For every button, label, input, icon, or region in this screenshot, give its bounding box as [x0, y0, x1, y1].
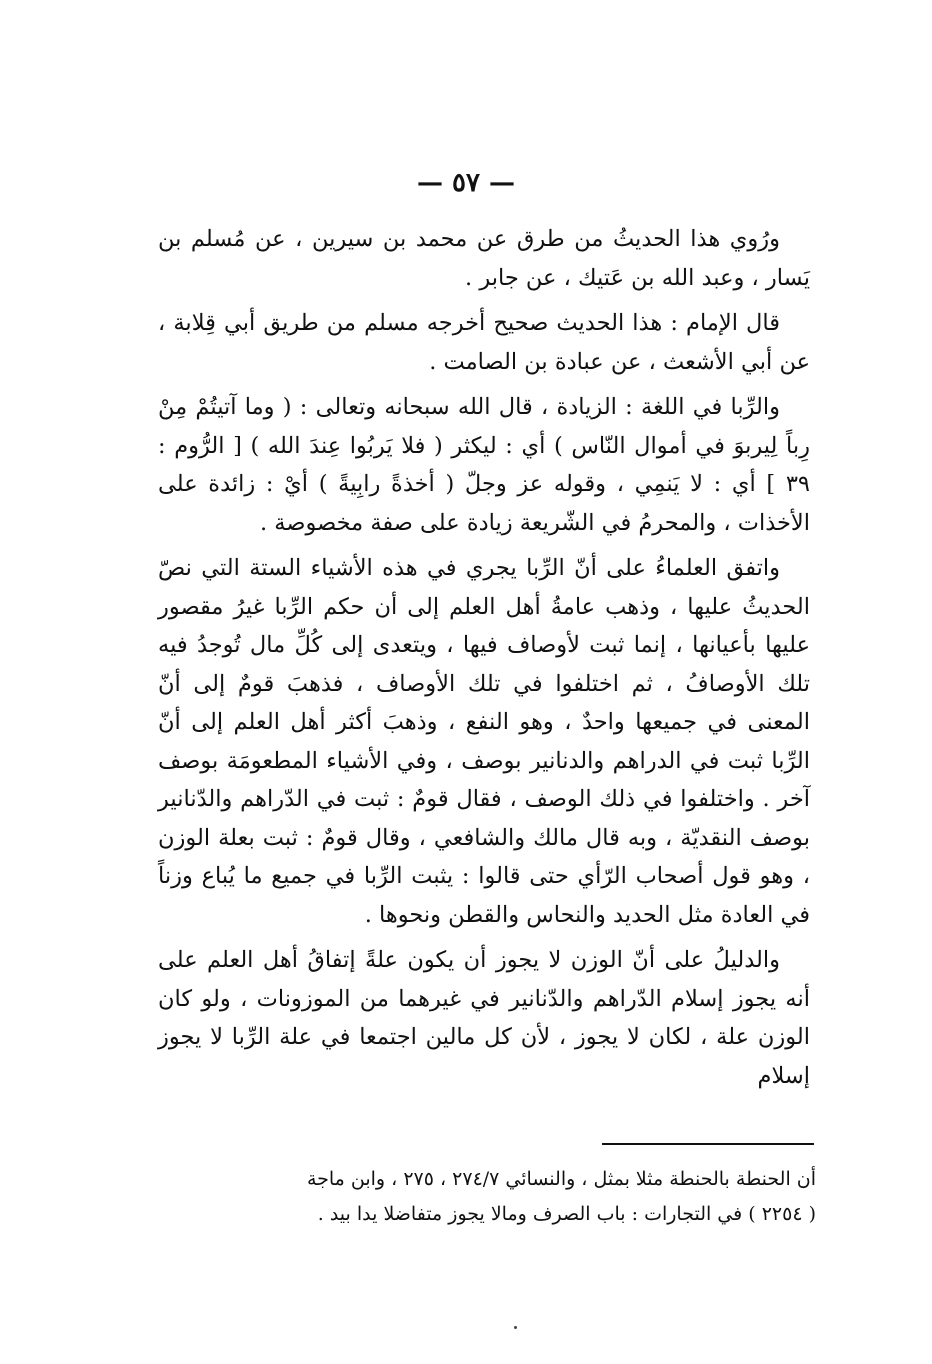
main-text	[158, 220, 810, 1102]
paragraph-riba-definition: والرِّبا في اللغة : الزيادة ، قال الله سبحانه وتعالى : ( وما آتيتُمْ مِنْ رِباً لِيربوَ في أموال النّاس ) أي : ليكثر ( فلا يَربُوا عِندَ الله ) [ الرُّوم : ٣٩ ] أي : لا يَنمِي ، وقوله عز وجلّ ( أخذةً رابِيةً ) أيْ : زائدة على الأخذات ، والمحرمُ في الشّريعة زيادة على صفة مخصوصة .	[158, 394, 811, 536]
footnote-line: أن الحنطة بالحنطة مثلا بمثل ، والنسائي ٢٧٤/٧ ، ٢٧٥ ، وابن ماجة	[306, 1168, 816, 1190]
scan-speck	[514, 1326, 517, 1329]
paragraph-weight-evidence: والدليلُ على أنّ الوزن لا يجوز أن يكون علةً إتفاقُ أهل العلم على أنه يجوز إسلام الدّراهم والدّنانير في غيرهما من الموزونات ، ولو كان الوزن علة ، لكان لا يجوز ، لأن كل مالين اجتمعا في علة الرِّبا لا يجوز إسلام	[158, 947, 810, 1089]
paragraph-imam-comment: قال الإمام : هذا الحديث صحيح أخرجه مسلم من طريق أبي قِلابة ، عن أبي الأشعث ، عن عبادة بن الصامت .	[158, 310, 810, 375]
footnote-separator	[602, 1143, 814, 1145]
footnote-line: ( ٢٢٥٤ ) في التجارات : باب الصرف ومالا يجوز متفاضلا يدا بيد .	[317, 1203, 816, 1225]
paragraph-scholars-agreement: واتفق العلماءُ على أنّ الرِّبا يجري في هذه الأشياء الستة التي نصّ الحديثُ عليها ، وذهب عامةُ أهل العلم إلى أن حكم الرِّبا غيرُ مقصور عليها بأعيانها ، إنما ثبت لأوصاف فيها ، ويتعدى إلى كُلِّ مال تُوجدُ فيه تلك الأوصافُ ، ثم اختلفوا في تلك الأوصاف ، فذهبَ قومٌ إلى أنّ المعنى في جميعها واحدٌ ، وهو النفع ، وذهبَ أكثر أهل العلم إلى أنّ الرِّبا ثبت في الدراهم والدنانير بوصف ، وفي الأشياء المطعومَة بوصف آخر . واختلفوا في ذلك الوصف ، فقال قومٌ : ثبت في الدّراهم والدّنانير بوصف النقديّة ، وبه قال مالك والشافعي ، وقال قومٌ : ثبت بعلة الوزن ، وهو قول أصحاب الرّأي حتى قالوا : يثبت الرِّبا في جميع ما يُباع وزناً في العادة مثل الحديد والنحاس والقطن ونحوها .	[158, 555, 810, 928]
paragraph-hadith-chains: ورُوي هذا الحديثُ من طرق عن محمد بن سيرين ، عن مُسلم بن يَسار ، وعبد الله بن عَتيك ، عن جابر .	[158, 226, 810, 291]
page-number: — ٥٧ —	[416, 168, 516, 198]
footnote	[168, 1162, 816, 1232]
